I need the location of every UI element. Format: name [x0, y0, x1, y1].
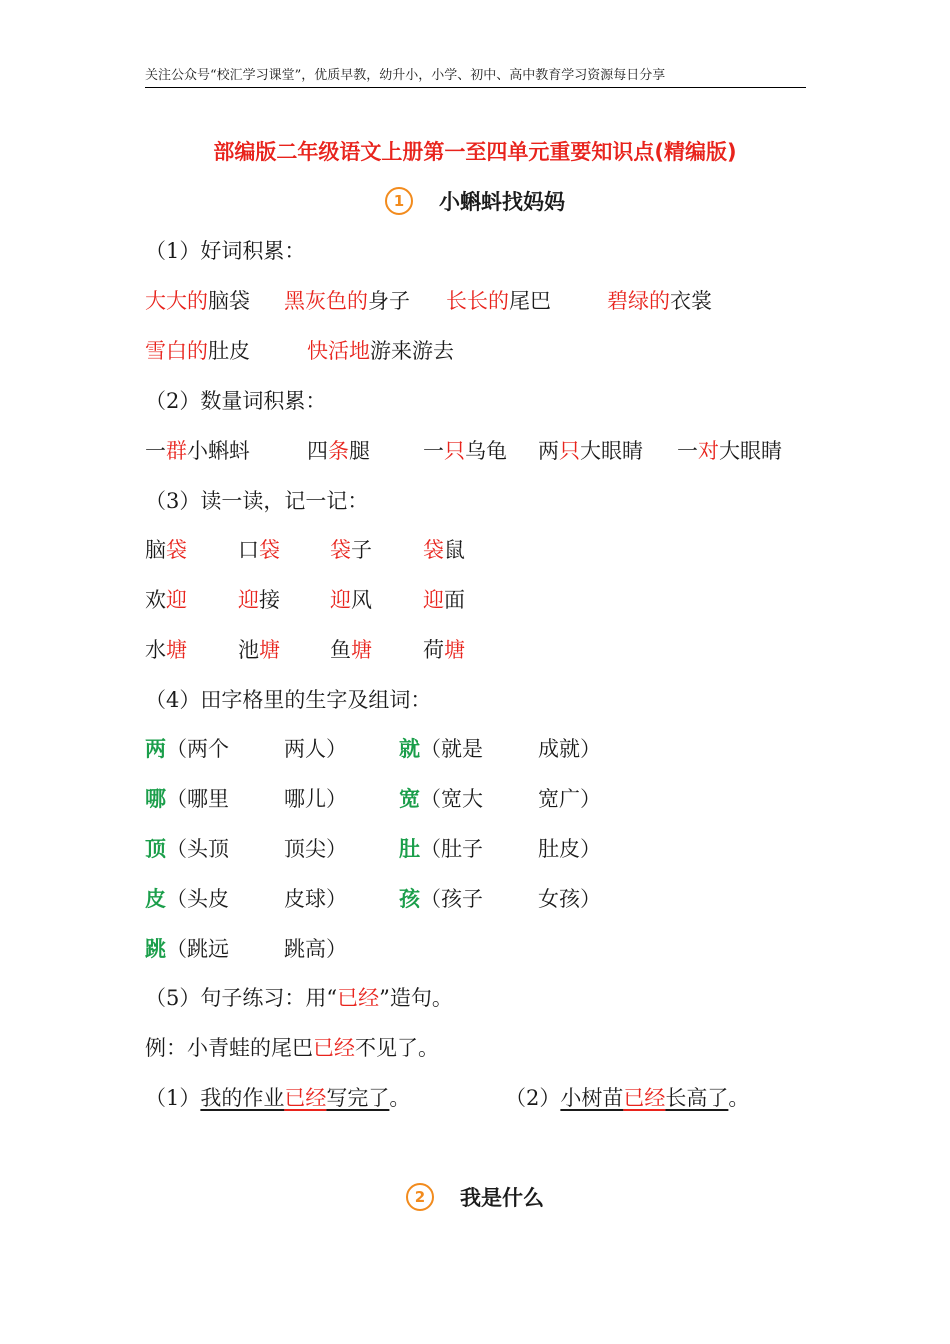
answer-sentence: （2）小树苗已经长高了。: [505, 1086, 750, 1110]
word-item: 雪白的肚皮: [145, 339, 250, 363]
lesson-number-badge: 2: [406, 1183, 434, 1211]
read-word: 迎面: [423, 588, 465, 612]
word-item: 长长的尾巴: [446, 289, 551, 313]
read-word: 袋鼠: [423, 538, 465, 562]
read-word: 水塘: [145, 638, 187, 662]
word-group: （头皮: [166, 887, 229, 911]
read-word: 袋子: [330, 538, 372, 562]
lesson-title: 小蝌蚪找妈妈: [439, 190, 565, 214]
answer-row: [145, 1083, 750, 1113]
char-entry: 孩（孩子: [399, 887, 483, 911]
word-group: 女孩）: [538, 887, 601, 911]
word-group: （跳远: [166, 937, 229, 961]
word-item: 碧绿的衣裳: [607, 289, 712, 313]
read-word: 脑袋: [145, 538, 187, 562]
measure-word-item: 一群小蝌蚪: [145, 439, 250, 463]
word-group: （两个: [166, 737, 229, 761]
word-row: [145, 286, 712, 316]
section-heading: （4）田字格里的生字及组词：: [145, 688, 432, 712]
char-row: [145, 734, 601, 764]
new-character: 两: [145, 737, 166, 761]
read-word: 鱼塘: [330, 638, 372, 662]
word-group: （头顶: [166, 837, 229, 861]
new-character: 皮: [145, 887, 166, 911]
word-group: 皮球）: [284, 887, 347, 911]
char-row: [145, 834, 601, 864]
lesson-title: 我是什么: [460, 1186, 544, 1210]
read-word: 迎风: [330, 588, 372, 612]
section-heading: （5）句子练习：用“已经”造句。: [145, 986, 453, 1010]
read-word: 迎接: [238, 588, 280, 612]
measure-word-row: [145, 436, 782, 466]
word-group: （哪里: [166, 787, 229, 811]
new-character: 跳: [145, 937, 166, 961]
section-heading: （3）读一读，记一记：: [145, 489, 369, 513]
char-entry: 肚（肚子: [399, 837, 483, 861]
measure-word-item: 两只大眼睛: [538, 439, 643, 463]
read-row: [145, 635, 465, 665]
lesson-number-badge: 1: [385, 187, 413, 215]
section-heading: （2）数量词积累：: [145, 389, 327, 413]
word-group: 两人）: [284, 737, 347, 761]
example-sentence: 例：小青蛙的尾巴已经不见了。: [145, 1036, 439, 1060]
read-word: 欢迎: [145, 588, 187, 612]
answer-sentence: （1）我的作业已经写完了。: [145, 1086, 411, 1110]
word-group: 哪儿）: [284, 787, 347, 811]
char-row: [145, 884, 601, 914]
word-group: 顶尖）: [284, 837, 347, 861]
word-group: 成就）: [538, 737, 601, 761]
read-row: [145, 535, 465, 565]
new-character: 顶: [145, 837, 166, 861]
measure-word-item: 四条腿: [307, 439, 370, 463]
section-heading: （1）好词积累：: [145, 239, 306, 263]
read-word: 荷塘: [423, 638, 465, 662]
measure-word-item: 一只乌龟: [423, 439, 507, 463]
word-group: 跳高）: [284, 937, 347, 961]
word-group: 宽广）: [538, 787, 601, 811]
word-item: 大大的脑袋: [145, 289, 250, 313]
word-row: [145, 336, 454, 366]
lesson-1-heading: [0, 186, 950, 217]
char-row: [145, 784, 601, 814]
char-entry: 宽（宽大: [399, 787, 483, 811]
new-character: 哪: [145, 787, 166, 811]
read-word: 口袋: [238, 538, 280, 562]
char-entry: 就（就是: [399, 737, 483, 761]
lesson-2-heading: [0, 1182, 950, 1213]
word-group: 肚皮）: [538, 837, 601, 861]
document-title: 部编版二年级语文上册第一至四单元重要知识点(精编版): [213, 140, 737, 164]
word-item: 黑灰色的身子: [284, 289, 410, 313]
read-row: [145, 585, 465, 615]
measure-word-item: 一对大眼睛: [677, 439, 782, 463]
char-row: [145, 934, 347, 964]
page-header: 关注公众号“校汇学习课堂”，优质早教，幼升小，小学、初中、高中教育学习资源每日分享: [145, 66, 806, 88]
word-item: 快活地游来游去: [307, 339, 454, 363]
read-word: 池塘: [238, 638, 280, 662]
